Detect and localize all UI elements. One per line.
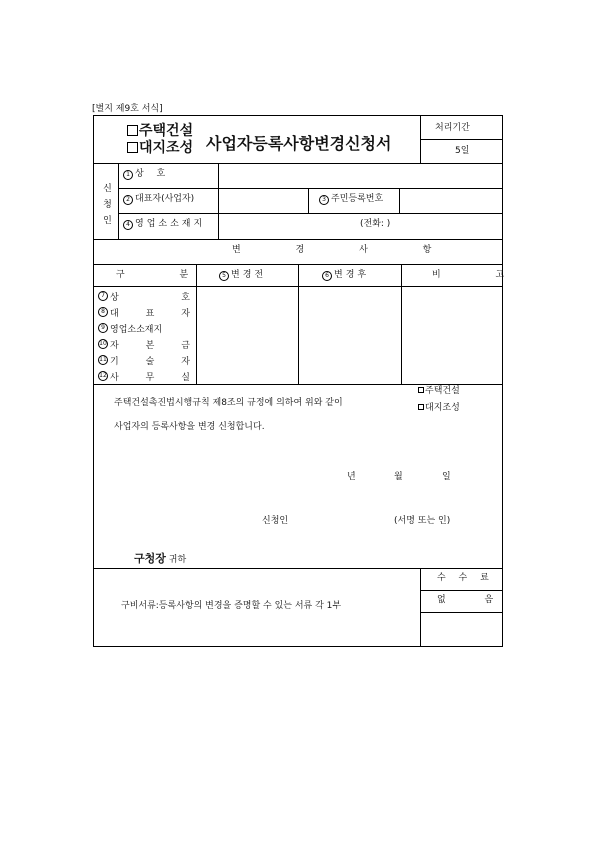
recipient: 구청장 귀하: [134, 552, 187, 565]
checkbox-land[interactable]: [127, 142, 138, 153]
required-documents: 구비서류:등록사항의 변경을 증명할 수 있는 서류 각 1부: [121, 601, 342, 611]
change-item-representative: 8 대 표 자: [98, 306, 190, 319]
fee-value: 없 음: [437, 595, 512, 605]
applicant-section-label: 신청인: [103, 184, 112, 226]
title-option-housing-label: 주택건설: [139, 123, 194, 139]
declaration-option-housing[interactable]: 주택건설: [418, 387, 460, 396]
change-item-address: 9 영업소소재지: [98, 322, 190, 335]
title-option-land-label: 대지조성: [139, 140, 194, 156]
declaration-line-1: 주택건설촉진법시행규칙 제8조의 규정에 의하여 위와 같이: [114, 398, 343, 408]
application-form: [93, 115, 531, 647]
header-category: 구 분: [116, 270, 215, 280]
signature-instruction: (서명 또는 인): [394, 516, 451, 526]
applicant-signature-label: 신청인: [262, 516, 289, 526]
checkbox-small-housing[interactable]: [418, 387, 424, 393]
processing-period-label: 처리기간: [435, 123, 470, 133]
change-item-office: 12 사 무 실: [99, 372, 190, 383]
field-company-name: 1 상 호: [123, 170, 170, 180]
form-title: 사업자등록사항변경신청서: [206, 134, 392, 153]
fee-label: 수 수 료: [437, 573, 494, 583]
field-representative: 2 대표자(사업자): [123, 195, 194, 205]
field-resident-number: 3 주민등록번호: [319, 195, 383, 205]
header-after: 6 변경후: [322, 271, 369, 281]
header-remarks: 비 고: [432, 270, 531, 280]
date-day: 일: [442, 472, 451, 482]
field-business-address: 4 영업소소재지: [123, 220, 205, 230]
change-item-company: 7 상 호: [98, 290, 190, 303]
changes-section-title: 변 경 사 항: [232, 245, 458, 255]
change-item-capital: 10 자 본 금: [99, 340, 190, 351]
title-option-housing[interactable]: [127, 124, 193, 138]
checkbox-small-land[interactable]: [418, 404, 424, 410]
change-item-engineer: 11 기 술 자: [99, 356, 190, 367]
date-month: 월: [394, 472, 403, 482]
title-option-land[interactable]: [127, 141, 193, 155]
declaration-line-2: 사업자의 등록사항을 변경 신청합니다.: [114, 422, 265, 432]
form-number-note: [별지 제9호 서식]: [92, 104, 163, 114]
header-before: 5 변경전: [219, 271, 266, 281]
checkbox-housing[interactable]: [127, 125, 138, 136]
date-year: 년: [347, 472, 356, 482]
processing-period-value: 5일: [455, 146, 470, 156]
field-phone: (전화: ): [360, 219, 391, 229]
declaration-option-land[interactable]: 대지조성: [418, 404, 460, 413]
